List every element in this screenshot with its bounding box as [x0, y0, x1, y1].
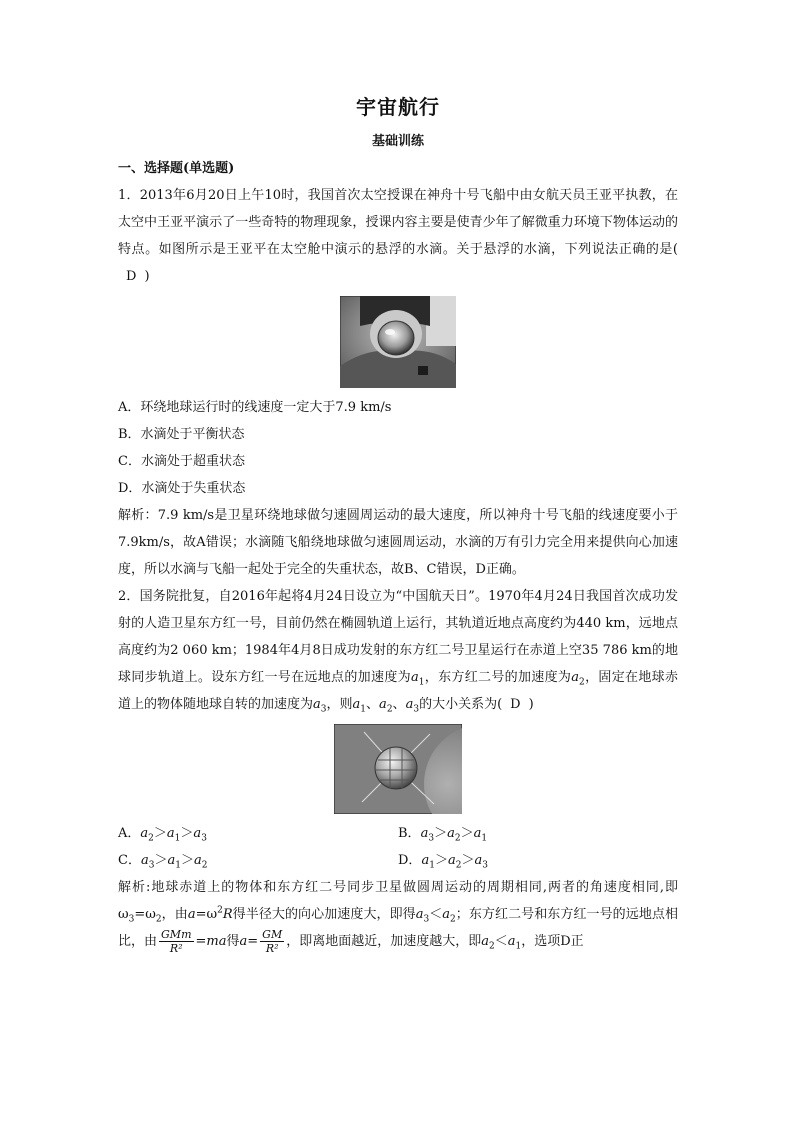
q1-option-b: B．水滴处于平衡状态	[118, 427, 245, 442]
option-label: A．	[118, 826, 141, 841]
sym-a: a	[474, 853, 483, 868]
q2-stem-part: ，固定在地球赤道上的物体随地球自转的加速度为	[118, 670, 678, 712]
sub: 2	[450, 914, 456, 925]
q2-stem-part: ，则	[326, 697, 353, 712]
formula: a	[187, 907, 196, 922]
sym-a: a	[193, 826, 202, 841]
gt: ＞	[180, 826, 194, 841]
analysis-part: 解析:地球赤道上的物体和东方红二号同步卫星做圆周运动的周期相同,两者的角速度相同,即ω	[118, 880, 678, 922]
sep: 、	[366, 697, 380, 712]
sym-a: a	[571, 670, 580, 685]
sym-a: a	[193, 853, 202, 868]
q2-option-c	[118, 847, 398, 874]
sym-a: a	[421, 853, 430, 868]
fraction-denominator: R²	[169, 942, 183, 955]
sym-a: a	[379, 697, 387, 712]
sym-a: a	[473, 826, 482, 841]
gt: ＞	[461, 853, 475, 868]
sym-a: a	[481, 934, 489, 949]
sub: 1	[175, 860, 181, 871]
q2-stem	[118, 583, 678, 718]
q2-answer: D	[510, 697, 521, 712]
analysis-part: ；东方红二号和东方红一号的远地点相比，由	[118, 907, 678, 949]
sym-a: a	[140, 826, 149, 841]
q2-stem-part: 的大小关系为(	[419, 697, 503, 712]
gt: ＞	[460, 826, 474, 841]
q2-options-row-2	[118, 847, 678, 874]
sub: 2	[489, 941, 495, 952]
sub: 3	[201, 833, 207, 844]
fraction-gm-r2	[260, 928, 284, 955]
sub: 1	[418, 677, 425, 688]
sub: 3	[320, 704, 327, 715]
sup: 2	[217, 905, 223, 916]
fraction-numerator: GM	[262, 928, 283, 941]
gt: ＞	[434, 853, 448, 868]
q1-option-d: D．水滴处于失重状态	[118, 481, 246, 496]
sub: 3	[428, 833, 435, 844]
lt: ＜	[429, 907, 443, 922]
sub: 1	[429, 860, 435, 871]
sub: 3	[128, 914, 135, 925]
option-label: D．	[398, 853, 422, 868]
q2-figure	[118, 724, 678, 814]
sym-a: a	[313, 697, 321, 712]
sub: 1	[360, 704, 367, 715]
q1-option-c: C．水滴处于超重状态	[118, 454, 245, 469]
q1-analysis: 解析：7.9 km/s是卫星环绕地球做匀速圆周运动的最大速度，所以神舟十号飞船的线速度要小于7.9km/s，故A错误；水滴随飞船绕地球做匀速圆周运动，水滴的万有引力完全用来提供向心加速度，所以水滴与飞船一起处于完全的失重状态，故B、C错误，D正确。	[118, 508, 678, 577]
sym-a: a	[420, 826, 429, 841]
sym-a: a	[507, 934, 516, 949]
sub: 2	[148, 833, 154, 844]
sub: 3	[482, 860, 488, 871]
sub: 3	[413, 704, 420, 715]
page-subtitle: 基础训练	[371, 134, 424, 149]
option-label: C．	[118, 853, 141, 868]
analysis-part: =ω	[134, 907, 156, 922]
q1-stem-text: 1．2013年6月20日上午10时，我国首次太空授课在神舟十号飞船中由女航天员王亚平执教，在太空中王亚平演示了一些奇特的物理现象，授课内容主要是使青少年了解微重力环境下物体运动的特点。如图所示是王亚平在太空舱中演示的悬浮的水滴。关于悬浮的水滴，下列说法正确的是(	[118, 188, 678, 257]
sub: 1	[174, 833, 181, 844]
sub: 3	[148, 860, 155, 871]
fraction-denominator: R²	[265, 942, 279, 955]
sub: 2	[201, 860, 208, 871]
sub: 1	[481, 833, 488, 844]
sub: 3	[423, 914, 430, 925]
q2-option-a	[118, 820, 398, 847]
formula: =ma	[195, 934, 227, 949]
q1-figure	[118, 296, 678, 388]
document-page	[118, 92, 678, 955]
sym-a: a	[140, 853, 149, 868]
q2-stem-end: )	[528, 697, 534, 712]
analysis-part: 得半径大的向心加速度大，即得	[232, 907, 416, 922]
analysis-part: ，由	[161, 907, 188, 922]
section-header: 一、选择题(单选题)	[118, 161, 235, 176]
analysis-part: ，选项D正	[521, 934, 584, 949]
sep: 、	[392, 697, 406, 712]
sym-a: a	[415, 907, 424, 922]
q1-stem	[118, 182, 678, 290]
sym-a: a	[447, 853, 456, 868]
lt: ＜	[494, 934, 508, 949]
q2-analysis	[118, 874, 678, 955]
formula: =ω	[195, 907, 218, 922]
gt: ＞	[154, 853, 168, 868]
analysis-part: 得	[226, 934, 240, 949]
fraction-gmm-r2	[159, 928, 193, 955]
q1-answer: D	[126, 269, 137, 284]
gt: ＞	[434, 826, 448, 841]
option-label: B．	[398, 826, 421, 841]
sym-a: a	[405, 697, 414, 712]
sym-a: a	[352, 697, 361, 712]
q1-stem-end: )	[144, 269, 150, 284]
sub: 1	[515, 941, 522, 952]
gt: ＞	[153, 826, 167, 841]
q1-option-a: A．环绕地球运行时的线速度一定大于7.9 km/s	[118, 400, 392, 415]
formula: a=	[239, 934, 259, 949]
sub: 2	[579, 677, 585, 688]
page-title: 宇宙航行	[356, 95, 440, 119]
water-drop-photo	[340, 296, 456, 388]
sym-a: a	[442, 907, 451, 922]
sub: 2	[454, 833, 461, 844]
sub: 2	[386, 704, 393, 715]
sym-a: a	[410, 670, 419, 685]
gt: ＞	[180, 853, 194, 868]
sym-a: a	[166, 826, 175, 841]
analysis-part: ，即离地面越近，加速度越大，即	[286, 934, 482, 949]
formula: R	[222, 907, 233, 922]
fraction-numerator: GMm	[161, 928, 192, 941]
satellite-photo	[334, 724, 462, 814]
sym-a: a	[447, 826, 455, 841]
q2-option-b	[398, 820, 678, 847]
q2-options-row-1	[118, 820, 678, 847]
sym-a: a	[167, 853, 176, 868]
q2-stem-part: 2．国务院批复，自2016年起将4月24日设立为“中国航天日”。1970年4月24日我国首次成功发射的人造卫星东方红一号，目前仍然在椭圆轨道上运行，其轨道近地点高度约为440 km，远地点高度约为2 060 km；1984年4月8日成功发射的东方红二号卫星运行在赤道上空35 786 km的地球同步轨道上。设东方红一号在远地点的加速度为	[118, 589, 678, 685]
sub: 2	[455, 860, 462, 871]
q2-option-d	[398, 847, 678, 874]
q2-stem-part: ，东方红二号的加速度为	[424, 670, 572, 685]
sub: 2	[155, 914, 162, 925]
